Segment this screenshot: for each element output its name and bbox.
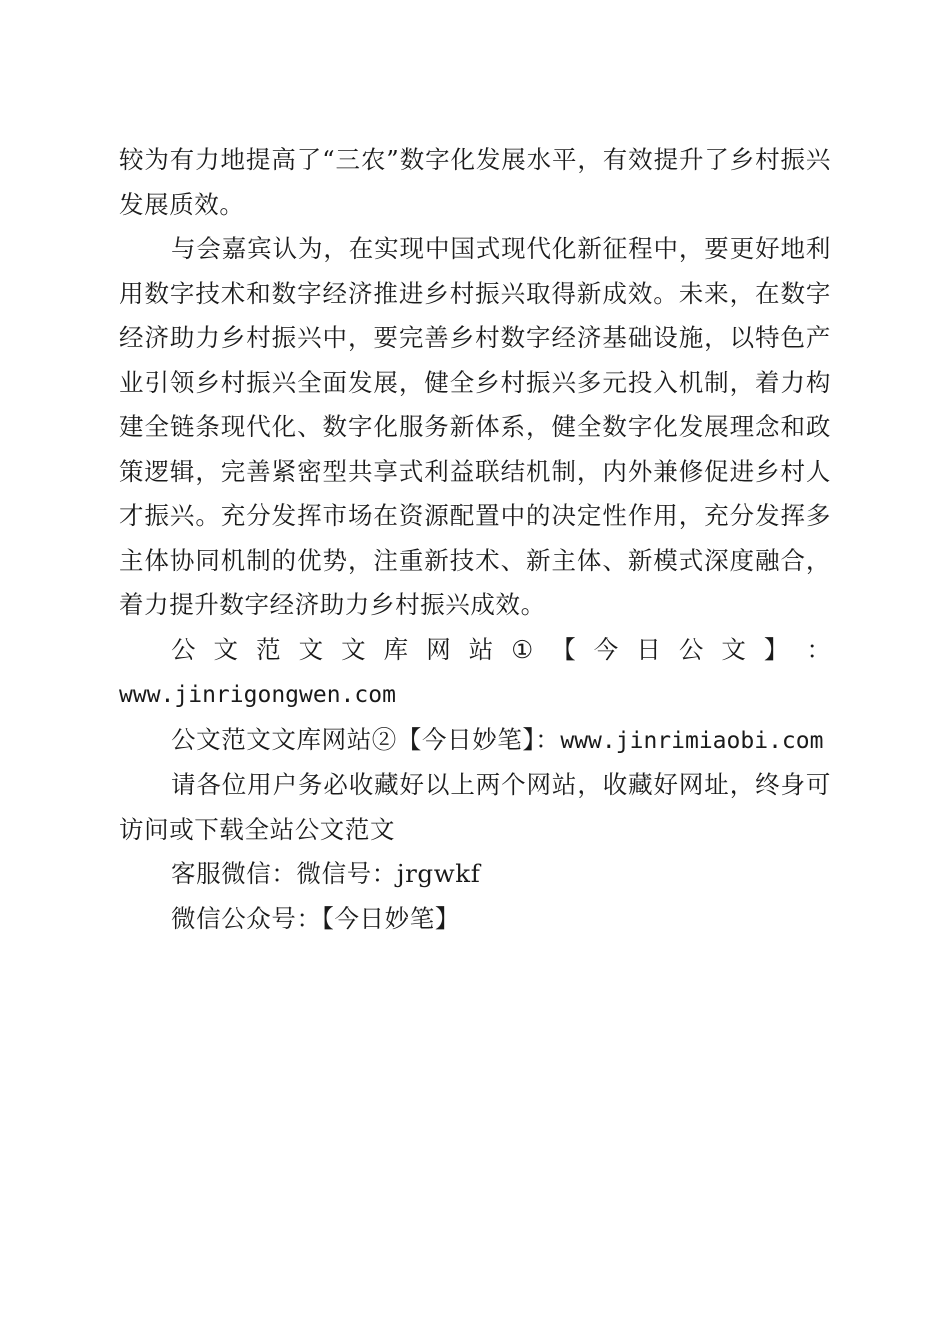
site2-label: 公文范文文库网站②【今日妙笔】： [171,724,561,754]
site1-char: 网 [426,634,451,664]
site1-char: 文 [721,634,746,664]
site1-url[interactable]: www.jinrigongwen.com [119,682,396,708]
site1-char: 公 [678,634,704,664]
site1-url-line [119,672,831,718]
site1-char: 【 [551,634,576,664]
site1-char: ① [511,634,534,664]
site1-char: 今 [593,634,619,664]
site1-line [119,628,831,673]
site1-char: 文 [341,634,366,664]
wechat-public-line: 微信公众号：【今日妙笔】 [171,903,460,933]
site1-char: 范 [256,634,281,664]
site2-url[interactable]: www.jinrimiaobi.com [560,727,824,754]
document-page [119,138,831,941]
site1-char: 站 [468,634,494,664]
main-paragraph: 与会嘉宾认为，在实现中国式现代化新征程中，要更好地利用数字技术和数字经济推进乡村振兴取得新成效。未来，在数字经济助力乡村振兴中，要完善乡村数字经济基础设施，以特色产业引领乡村振兴全面发展，健全乡村振兴多元投入机制，着力构建全链条现代化、数字化服务新体系，健全数字化发展理念和政策逻辑，完善紧密型共享式利益联结机制，内外兼修促进乡村人才振兴。充分发挥市场在资源配置中的决定性作用，充分发挥多主体协同机制的优势，注重新技术、新主体、新模式深度融合，着力提升数字经济助力乡村振兴成效。 [119,234,831,619]
continuation-paragraph: 较为有力地提高了“三农”数字化发展水平，有效提升了乡村振兴发展质效。 [119,145,831,219]
site1-char: 文 [213,634,239,664]
wechat-service-line: 客服微信：微信号：jrgwkf [171,859,481,888]
site1-char: 文 [298,634,324,664]
site1-char: 】 [763,634,789,664]
site1-char: 日 [636,634,661,664]
reminder-paragraph: 请各位用户务必收藏好以上两个网站，收藏好网址，终身可访问或下载全站公文范文 [119,770,831,844]
site1-char: 库 [383,634,409,664]
site1-char: ： [806,634,831,664]
site2-line [119,718,831,764]
site1-char: 公 [171,634,196,664]
